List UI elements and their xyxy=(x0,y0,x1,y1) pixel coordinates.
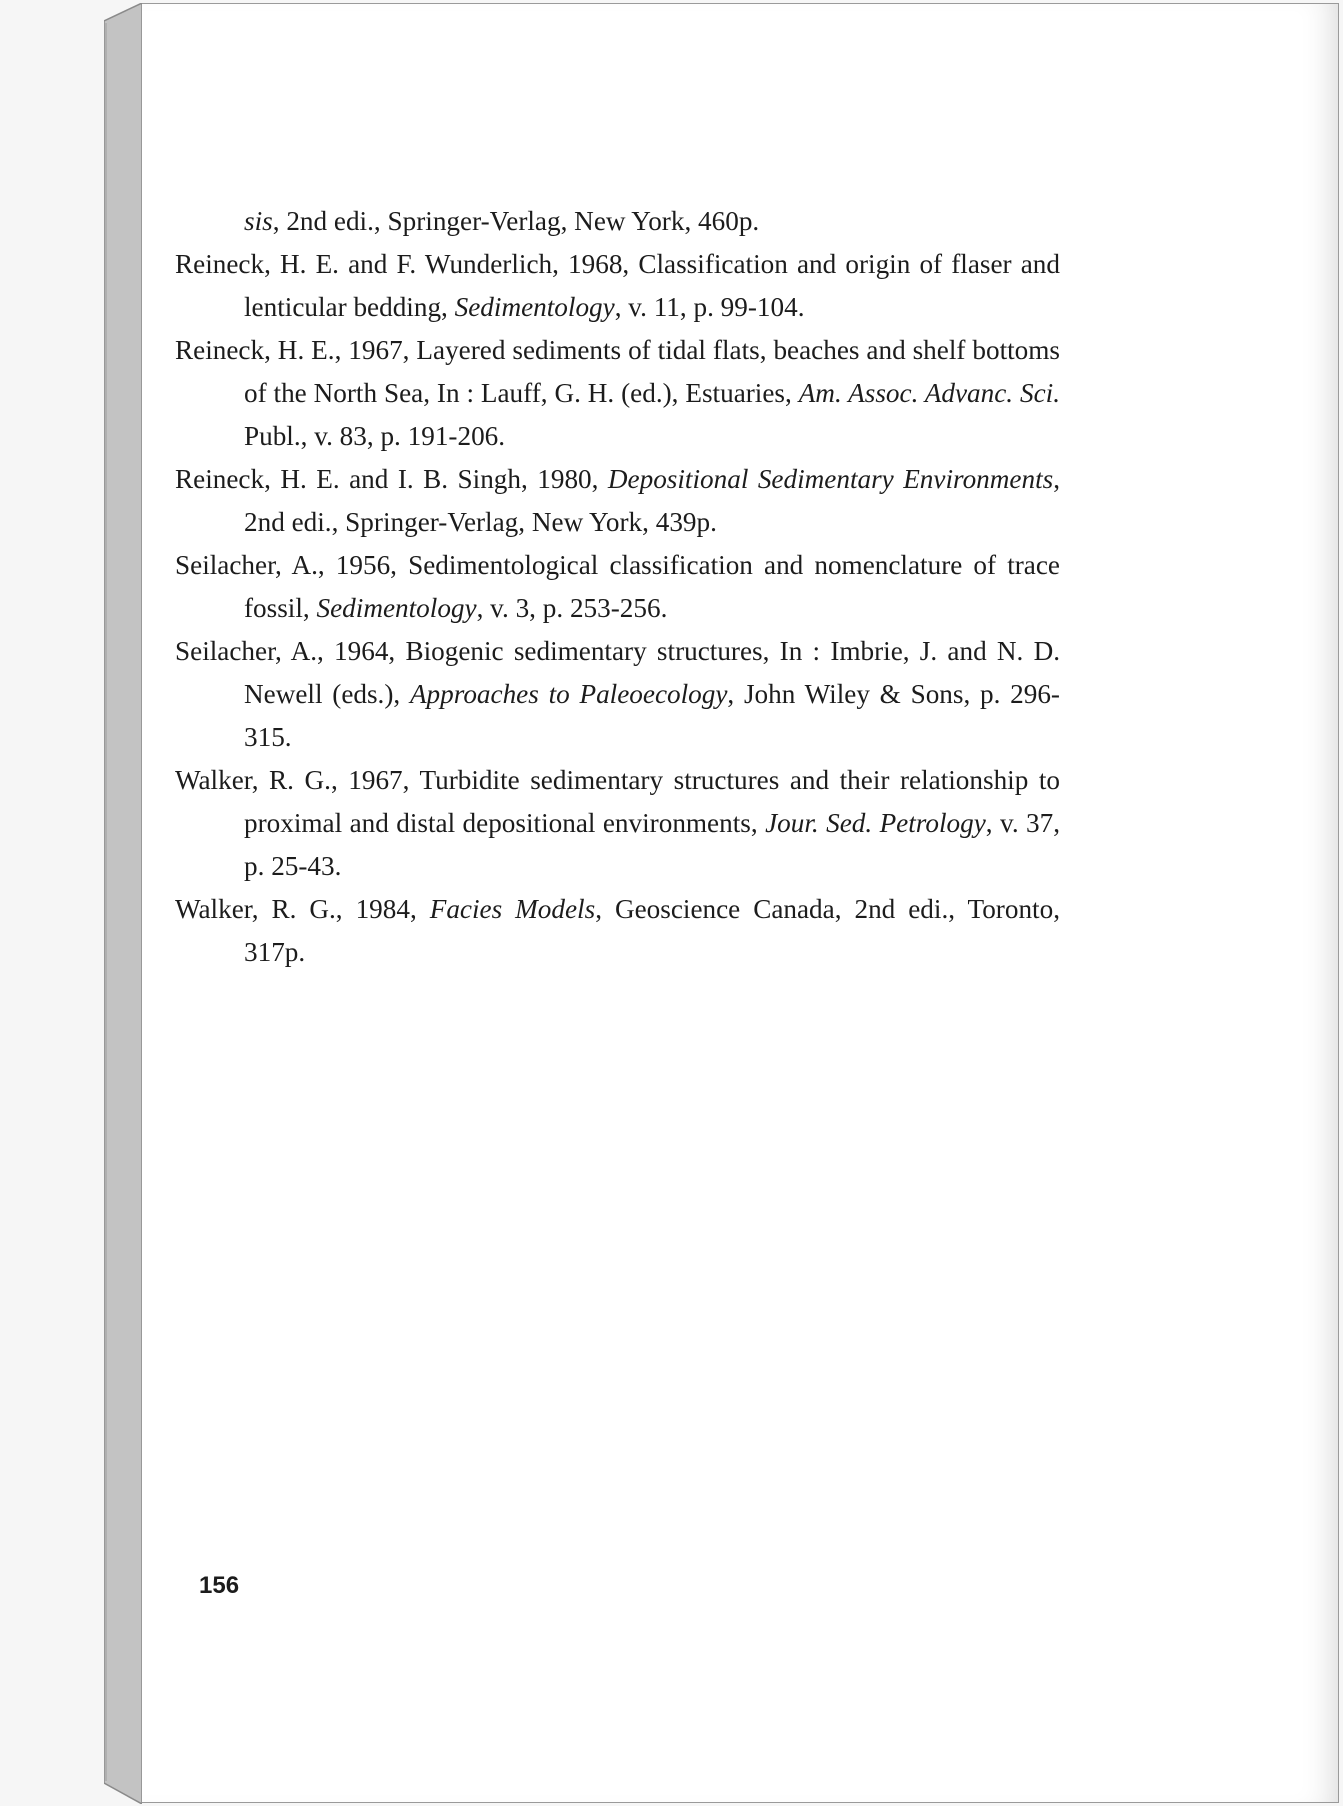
reference-entry xyxy=(175,544,1060,630)
reference-list xyxy=(175,200,1060,974)
book-spine-edge xyxy=(104,3,142,1804)
reference-italic-text: Sedimentology xyxy=(454,292,615,322)
reference-text: Walker, R. G., 1984, xyxy=(175,894,430,924)
reference-continuation xyxy=(175,200,1060,243)
reference-italic-text: Jour. Sed. Petrology xyxy=(765,808,986,838)
reference-text: , v. 37, p. 25-43. xyxy=(244,808,1061,881)
reference-text: Reineck, H. E. and F. Wunderlich, 1968, Classification and origin of flaser and lenticular bedding, xyxy=(175,249,1060,322)
reference-text: , John Wiley & Sons, p. 296-315. xyxy=(244,679,1060,752)
reference-text: Reineck, H. E., 1967, Layered sediments of tidal flats, beaches and shelf bottoms of the North Sea, In : Lauff, G. H. (ed.), Estuaries, xyxy=(175,335,1060,408)
reference-italic-text: Facies Models xyxy=(429,894,596,924)
reference-text: Publ., v. 83, p. 191-206. xyxy=(244,421,506,451)
reference-italic-text: Approaches to Paleoecology xyxy=(409,679,728,709)
reference-entry xyxy=(175,630,1060,759)
reference-text: Walker, R. G., 1967, Turbidite sedimentary structures and their relationship to proximal and distal depositional environments, xyxy=(175,765,1060,838)
reference-text: , Geoscience Canada, 2nd edi., Toronto, 317p. xyxy=(244,894,1060,967)
reference-text: , v. 11, p. 99-104. xyxy=(614,292,805,322)
page-number: 156 xyxy=(199,1572,240,1599)
reference-entry xyxy=(175,888,1060,974)
reference-italic-text: Sedimentology xyxy=(316,593,477,623)
reference-italic-text: Depositional Sedimentary Environments xyxy=(607,464,1054,494)
reference-italic-text: Am. Assoc. Advanc. Sci. xyxy=(798,378,1060,408)
reference-text: , 2nd edi., Springer-Verlag, New York, 439p. xyxy=(244,464,1061,537)
reference-text: Seilacher, A., 1956, Sedimentological classification and nomenclature of trace fossil, xyxy=(175,550,1060,623)
reference-entry xyxy=(175,759,1060,888)
reference-italic-text: sis xyxy=(244,206,273,236)
reference-entry xyxy=(175,243,1060,329)
reference-text: , v. 3, p. 253-256. xyxy=(476,593,668,623)
reference-text: Reineck, H. E. and I. B. Singh, 1980, xyxy=(175,464,608,494)
reference-text: Seilacher, A., 1964, Biogenic sedimentary structures, In : Imbrie, J. and N. D. Newell (eds.), xyxy=(175,636,1060,709)
reference-text: , 2nd edi., Springer-Verlag, New York, 460p. xyxy=(272,206,760,236)
reference-entry xyxy=(175,329,1060,458)
reference-entry xyxy=(175,458,1060,544)
